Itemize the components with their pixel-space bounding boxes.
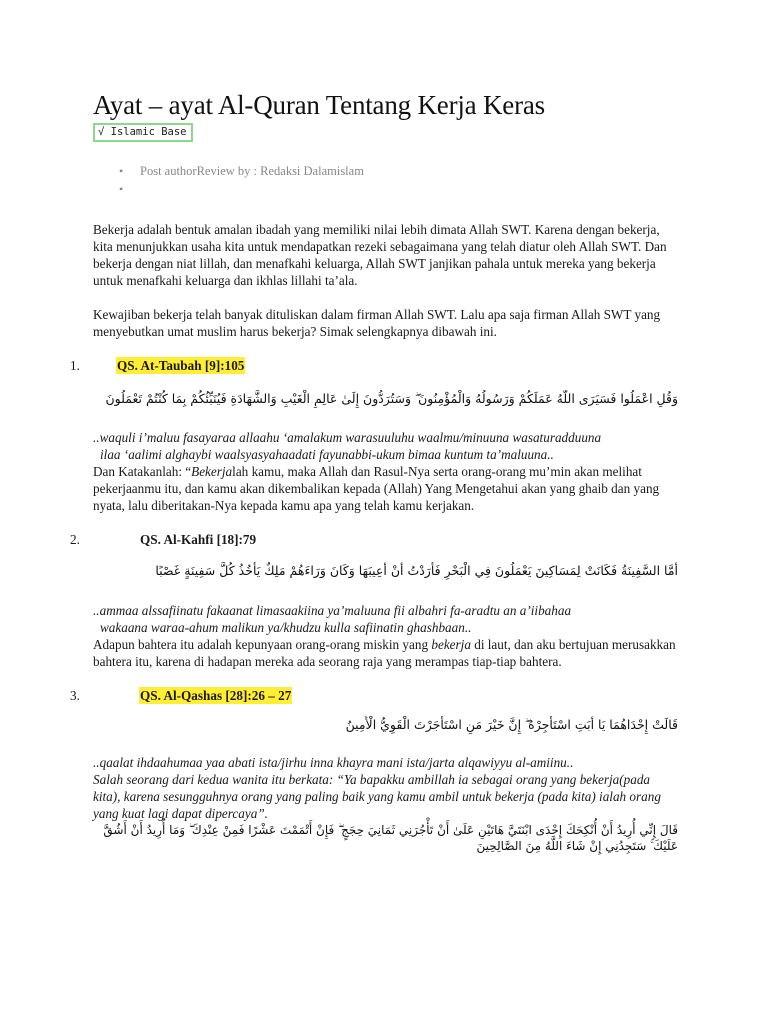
transliteration-line-2: ilaa ‘aalimi alghaybi waalsyasyahaadati fayunabbi-ukum bimaa kuntum ta’maluuna.. <box>100 447 554 462</box>
post-meta-list <box>93 162 678 198</box>
transliteration-line-1: ..qaalat ihdaahumaa yaa abati ista/jirhu inna khayra mani ista/jarta alqawiyyu al-amiinu.. <box>93 755 574 770</box>
category-badge[interactable]: √ Islamic Base <box>93 123 193 142</box>
verse-item-2 <box>70 531 678 670</box>
verse-translation <box>93 636 678 670</box>
article <box>70 88 678 854</box>
page-title: Ayat – ayat Al-Quran Tentang Kerja Keras <box>93 90 545 120</box>
list-number: 3. <box>70 688 80 703</box>
verse-heading: QS. Al-Qashas [28]:26 – 27 <box>140 688 292 703</box>
intro-paragraph-1: Bekerja adalah bentuk amalan ibadah yang memiliki nilai lebih dimata Allah SWT. Karena dengan bekerja, kita menunjukkan usaha kita untuk mendapatkan rezeki sebagaimana yang telah diatur oleh Allah SWT. Dan bekerja dengan niat lillah, dan menafkahi keluarga, Allah SWT janjikan pahala untuk mereka yang bekerja untuk menafkahi keluarga dan ikhlas lillahi ta’ala. <box>93 222 667 288</box>
post-author[interactable]: • Post authorReview by : Redaksi Dalamislam <box>140 162 678 180</box>
verse-item-1 <box>70 357 678 514</box>
post-meta-empty-item <box>140 180 678 198</box>
arabic-verse: وَقُلِ اعْمَلُوا فَسَيَرَى اللَّهُ عَمَلَكُمْ وَرَسُولُهُ وَالْمُؤْمِنُونَ ۖ وَسَتُرَدُّونَ إِلَىٰ عَالِمِ الْغَيْبِ وَالشَّهَادَةِ فَيُنَبِّئُكُمْ بِمَا كُنْتُمْ تَعْمَلُونَ <box>105 391 678 406</box>
list-number: 2. <box>70 532 80 547</box>
arabic-verse: قَالَتْ إِحْدَاهُمَا يَا أَبَتِ اسْتَأْجِرْهُ ۖ إِنَّ خَيْرَ مَنِ اسْتَأْجَرْتَ الْقَوِيُّ الْأَمِينُ <box>345 717 678 732</box>
verse-translation: Salah seorang dari kedua wanita itu berkata: “Ya bapakku ambillah ia sebagai orang yang bekerja(pada kita), karena sesungguhnya orang yang paling baik yang kamu ambil untuk bekerja (pada kita) ialah orang yang kuat lagi dapat dipercaya”. <box>93 772 661 821</box>
translation-text: lah kamu, maka Allah dan Rasul-Nya serta orang-orang mu’min akan melihat pekerjaanmu itu, dan kamu akan dikembalikan kepada (Allah) Yang Mengetahui akan yang ghaib dan yang nyata, lalu diberitakan-Nya kepada kamu apa yang telah kamu kerjakan. <box>93 464 660 513</box>
verse-heading: QS. At-Taubah [9]:105 <box>117 358 245 373</box>
translation-emphasis: bekerja <box>431 637 471 652</box>
translation-text: di laut, dan aku bertujuan merusakkan bahtera itu, karena di hadapan mereka ada seorang raja yang merampas tiap-tiap bahtera. <box>93 637 676 669</box>
transliteration-line-1: ..ammaa alssafiinatu fakaanat limasaakiina ya’maluuna fii albahri fa-aradtu an a’iibahaa <box>93 603 572 618</box>
verse-heading: QS. Al-Kahfi [18]:79 <box>140 532 257 547</box>
translation-text: Dan Katakanlah: “ <box>93 464 192 479</box>
arabic-verse-2: قَالَ إِنِّي أُرِيدُ أَنْ أُنْكِحَكَ إِحْدَى ابْنَتَيَّ هَاتَيْنِ عَلَىٰ أَنْ تَأْجُرَنِي ثَمَانِيَ حِجَجٍ ۖ فَإِنْ أَتْمَمْتَ عَشْرًا فَمِنْ عِنْدِكَ ۖ وَمَا أُرِيدُ أَنْ أَشُقَّ عَلَيْكَ ۚ سَتَجِدُنِي إِنْ شَاءَ اللَّهُ مِنَ الصَّالِحِينَ <box>103 823 678 853</box>
translation-emphasis: Bekerja <box>191 464 233 479</box>
transliteration-line-1: ..waquli i’maluu fasayaraa allaahu ‘amalakum warasuuluhu waalmu/minuuna wasaturadduuna <box>93 430 602 445</box>
intro-paragraph-2: Kewajiban bekerja telah banyak dituliskan dalam firman Allah SWT. Lalu apa saja firman Allah SWT yang menyebutkan umat muslim harus bekerja? Simak selengkapnya dibawah ini. <box>93 307 661 339</box>
verse-item-3 <box>70 687 678 854</box>
transliteration-line-2: wakaana waraa-ahum malikun ya/khudzu kulla safiinatin ghashbaan.. <box>100 620 472 635</box>
translation-text: Adapun bahtera itu adalah kepunyaan orang-orang miskin yang <box>93 637 432 652</box>
list-number: 1. <box>70 358 80 373</box>
verse-translation <box>93 463 678 514</box>
arabic-verse: أَمَّا السَّفِينَةُ فَكَانَتْ لِمَسَاكِينَ يَعْمَلُونَ فِي الْبَحْرِ فَأَرَدْتُ أَنْ أَعِيبَهَا وَكَانَ وَرَاءَهُمْ مَلِكٌ يَأْخُذُ كُلَّ سَفِينَةٍ غَصْبًا <box>155 563 678 578</box>
